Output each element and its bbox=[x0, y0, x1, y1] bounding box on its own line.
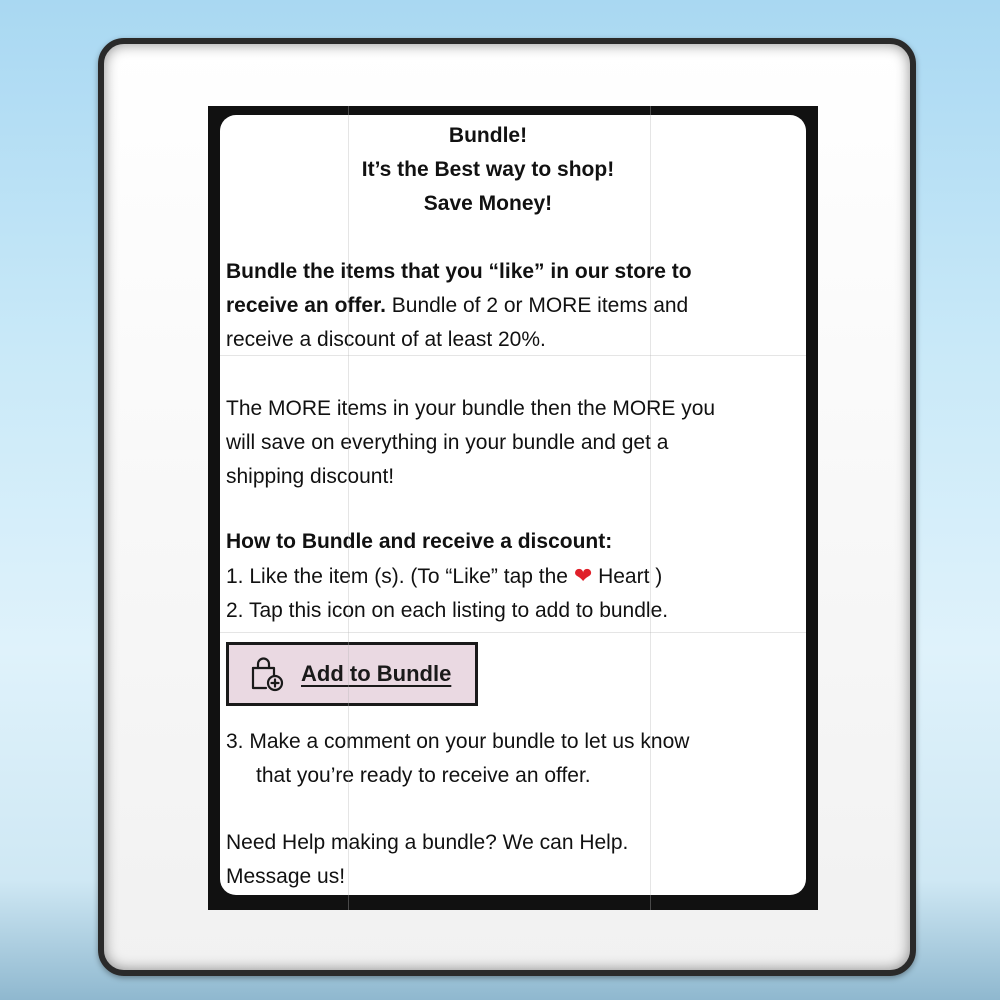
offer-bold-line-2: receive an offer. bbox=[226, 294, 386, 317]
header-line-3: Save Money! bbox=[423, 192, 553, 215]
step3-line-2: that you’re ready to receive an offer. bbox=[256, 764, 591, 787]
howto-step-1 bbox=[226, 559, 826, 594]
offer-text-line-3: receive a discount of at least 20%. bbox=[226, 328, 546, 351]
guide-line bbox=[348, 106, 349, 910]
header-line-2: It’s the Best way to shop! bbox=[361, 158, 615, 181]
more-line-2: will save on everything in your bundle and get a bbox=[226, 431, 669, 454]
howto-title: How to Bundle and receive a discount: bbox=[226, 530, 613, 553]
help-paragraph bbox=[226, 826, 826, 894]
more-paragraph bbox=[226, 392, 826, 494]
step3-line-1: 3. Make a comment on your bundle to let us know bbox=[226, 730, 690, 753]
heart-icon: ❤ bbox=[573, 563, 593, 588]
info-card bbox=[220, 115, 806, 895]
page-header bbox=[220, 119, 756, 221]
header-line-1: Bundle! bbox=[448, 124, 528, 147]
offer-bold-line-1: Bundle the items that you “like” in our store to bbox=[226, 260, 692, 283]
add-to-bundle-label: Add to Bundle bbox=[301, 661, 452, 686]
shopping-bag-plus-icon bbox=[247, 654, 287, 694]
howto-step-2: 2. Tap this icon on each listing to add to bundle. bbox=[226, 599, 669, 622]
guide-line bbox=[650, 106, 651, 910]
more-line-1: The MORE items in your bundle then the MORE you bbox=[226, 397, 716, 420]
help-line-2: Message us! bbox=[226, 865, 346, 888]
step1-prefix: 1. Like the item (s). (To “Like” tap the bbox=[226, 565, 574, 588]
guide-line bbox=[220, 355, 806, 356]
step1-suffix: Heart ) bbox=[592, 565, 663, 588]
offer-text-line-2: Bundle of 2 or MORE items and bbox=[385, 294, 689, 317]
help-line-1: Need Help making a bundle? We can Help. bbox=[226, 831, 629, 854]
step-3 bbox=[226, 725, 826, 793]
guide-line bbox=[220, 632, 806, 633]
more-line-3: shipping discount! bbox=[226, 465, 395, 488]
add-to-bundle-button[interactable] bbox=[226, 642, 478, 706]
howto-section bbox=[226, 525, 826, 628]
offer-paragraph bbox=[226, 255, 826, 357]
